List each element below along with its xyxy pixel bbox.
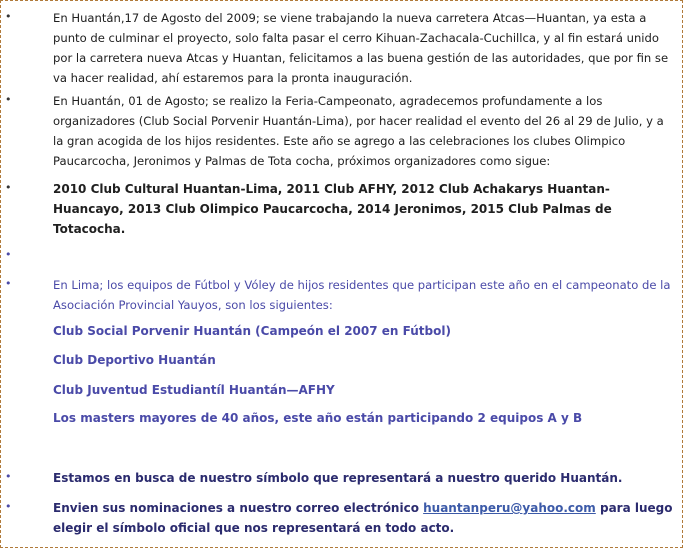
team-item: Los masters mayores de 40 años, este año están participando 2 equipos A y B — [53, 411, 583, 425]
team-item: Club Juventud Estudiantíl Huantán—AFHY — [53, 383, 335, 397]
bullet: • — [5, 470, 12, 483]
news-paragraph-organizadores: 2010 Club Cultural Huantan-Lima, 2011 Club AFHY, 2012 Club Achakarys Huantan-Huancayo, 2013 Club Olimpico Paucarcocha, 2014 Jeronimos, 2015 Club Palmas de Totacocha. — [53, 182, 612, 236]
bullet: • — [5, 10, 12, 23]
nominaciones-text-before: Envien sus nominaciones a nuestro correo electrónico — [53, 501, 424, 515]
bullet: • — [5, 277, 12, 290]
email-link[interactable]: huantanperu@yahoo.com — [423, 501, 596, 515]
bullet: • — [5, 500, 12, 513]
news-paragraph-carretera: En Huantán,17 de Agosto del 2009; se viene trabajando la nueva carretera Atcas—Huantan, ya esta a punto de culminar el proyecto, solo falta pasar el cerro Kihuan-Zachacala-Cuchillca, y al fin estará unido por la carretera nueva Atcas y Huantan, felicitamos a las buena gestión de las autoridades, que por fin se va hacer realidad, ahí estaremos para la pronta inauguración. — [53, 11, 669, 85]
team-item: Club Deportivo Huantán — [53, 353, 216, 367]
news-paragraph-feria: En Huantán, 01 de Agosto; se realizo la Feria-Campeonato, agradecemos profundamente a los organizadores (Club Social Porvenir Huantán-Lima), por hacer realidad el evento del 26 al 29 de Julio, y a la gran acogida de los hijos residentes. Este año se agrego a las celebraciones los clubes Olimpico Paucarcocha, Jeronimos y Palmas de Tota cocha, próximos organizadores como sigue: — [53, 94, 664, 168]
team-item: Club Social Porvenir Huantán (Campeón el 2007 en Fútbol) — [53, 324, 451, 338]
news-paragraph-nominaciones — [53, 498, 673, 538]
news-paragraph-simbolo: Estamos en busca de nuestro símbolo que representará a nuestro querido Huantán. — [53, 471, 623, 485]
bullet: • — [5, 181, 12, 194]
nominaciones-text-after: para luego elegir el símbolo oficial que nos representará en todo acto. — [53, 501, 673, 535]
news-paragraph-equipos: En Lima; los equipos de Fútbol y Vóley de hijos residentes que participan este año en el campeonato de la Asociación Provincial Yauyos, son los siguientes: — [53, 278, 671, 312]
bullet: • — [5, 248, 12, 261]
bullet: • — [5, 93, 12, 106]
